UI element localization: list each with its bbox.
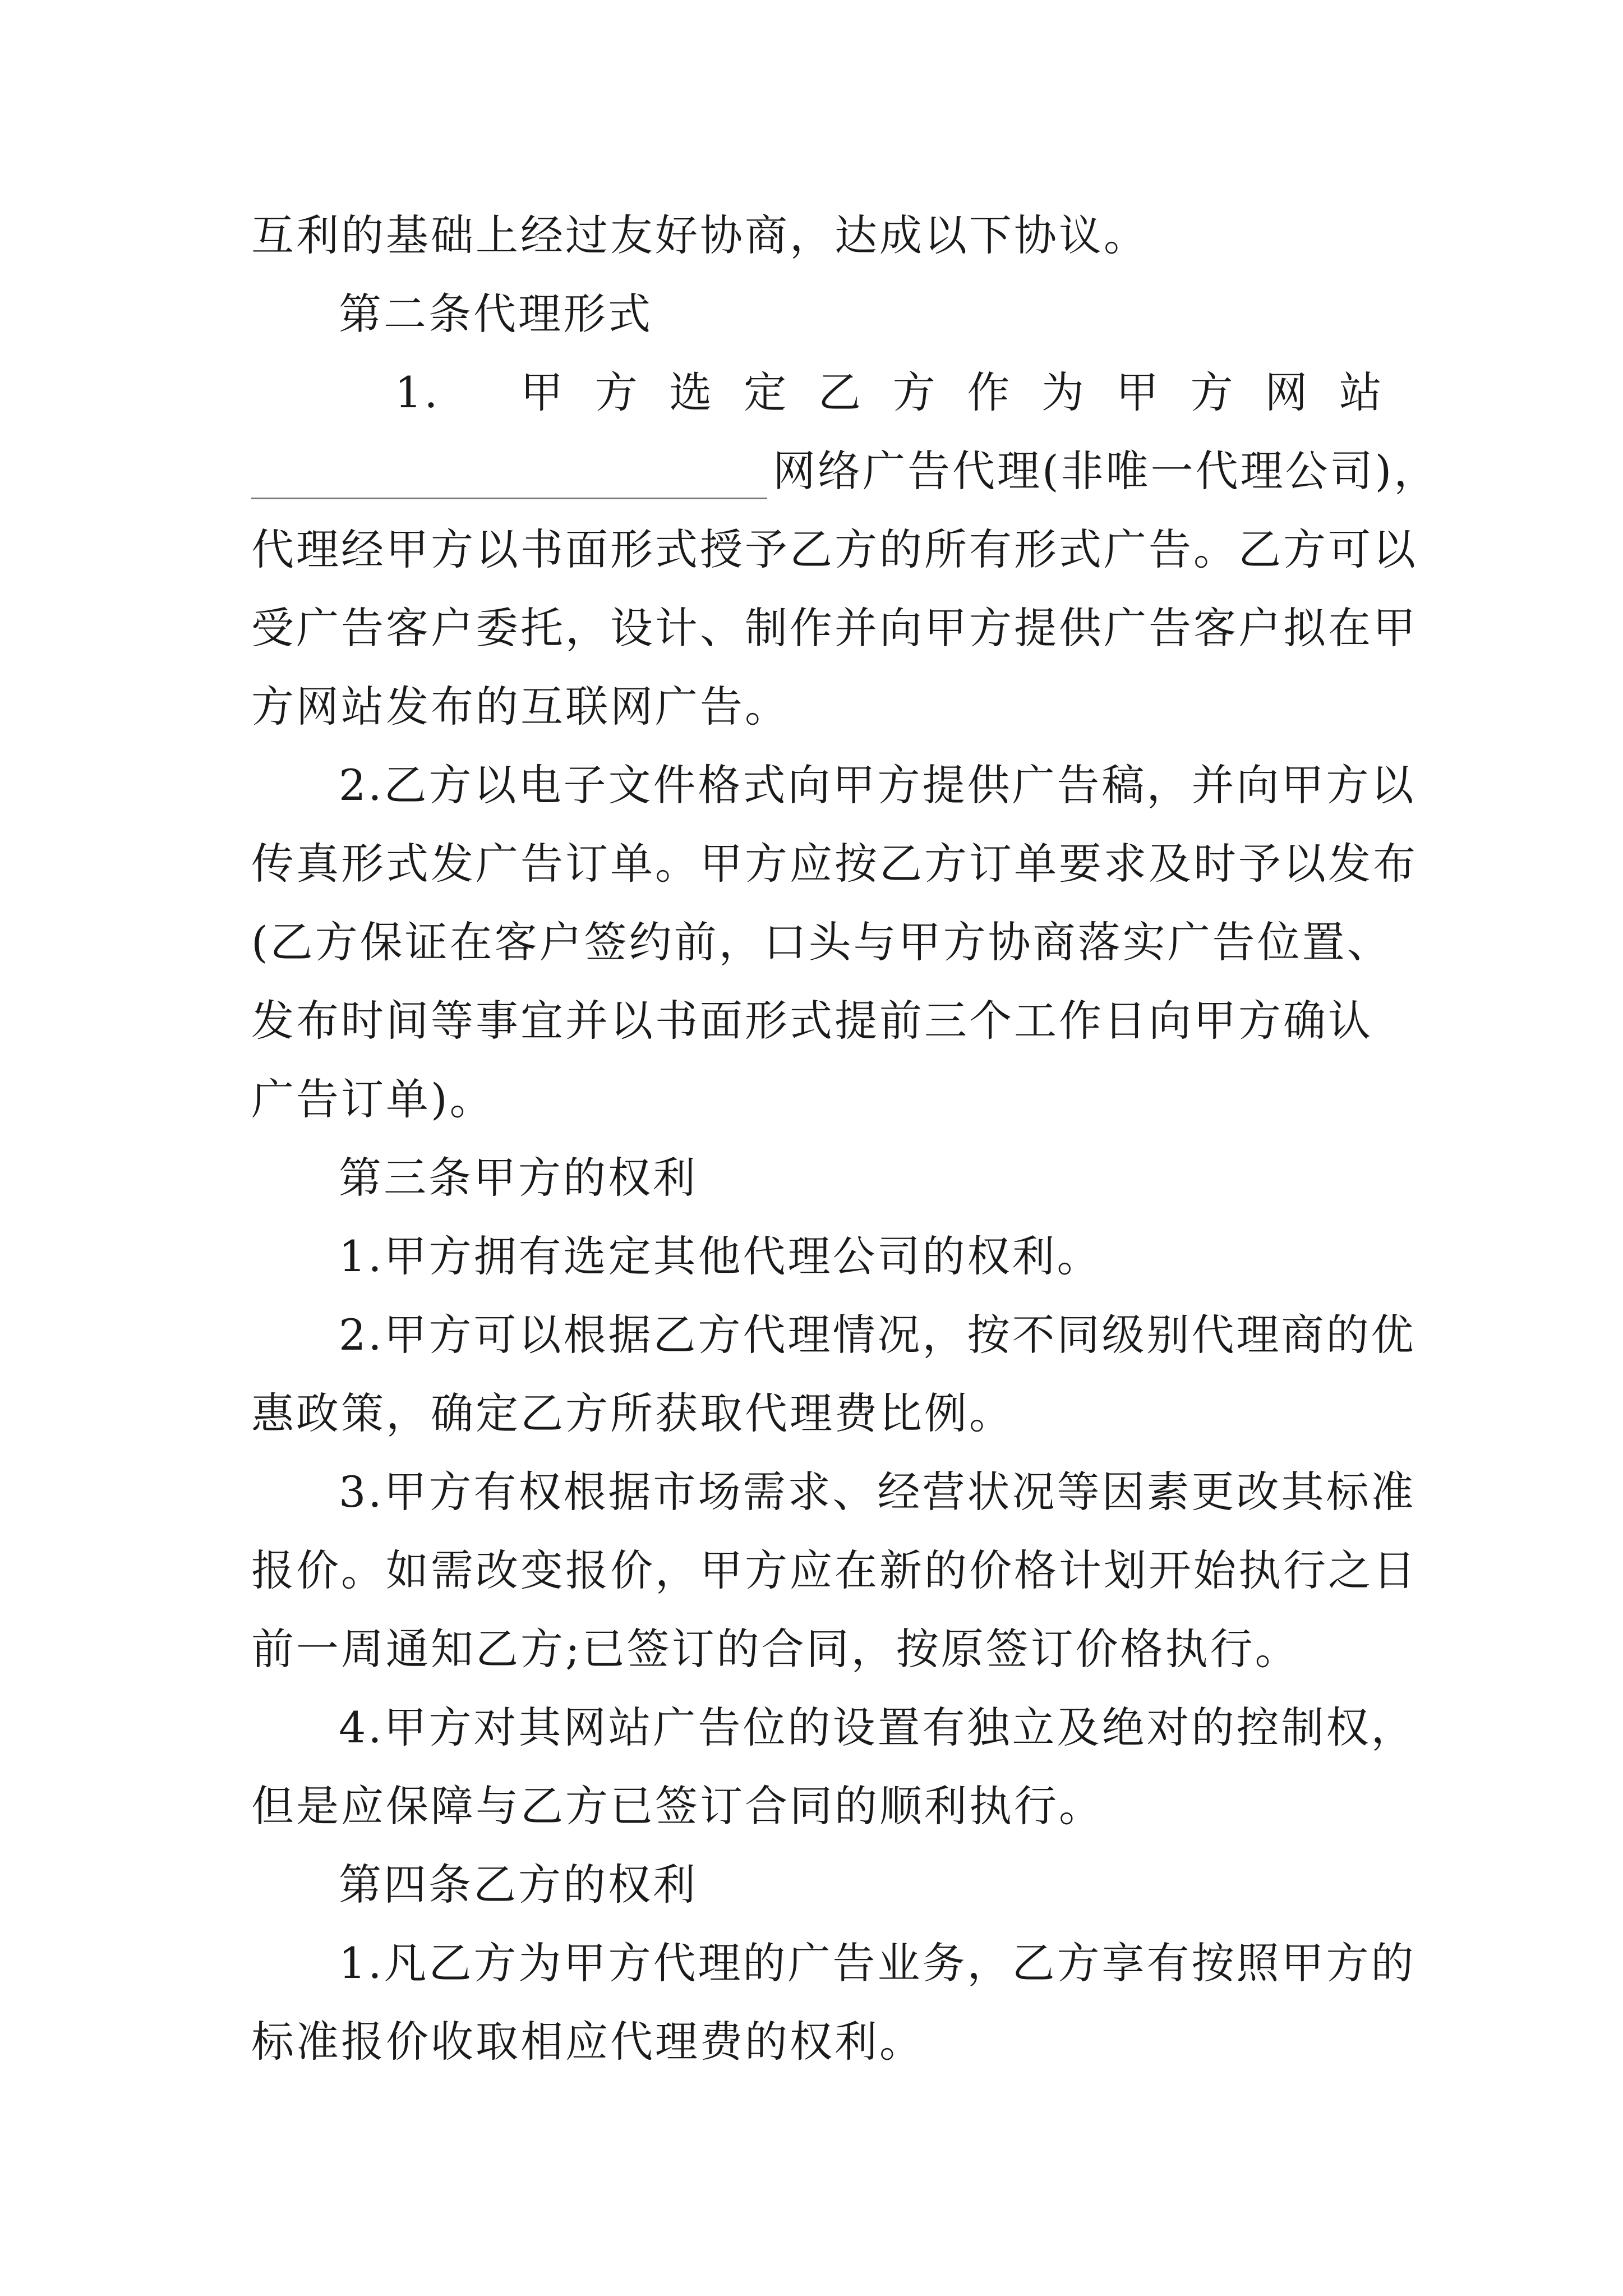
fill-in-blank [251,458,767,499]
text-line: 传真形式发广告订单。甲方应按乙方订单要求及时予以发布 [251,839,1418,889]
clause-number: 1. [395,367,440,417]
section-heading: 第四条乙方的权利 [339,1860,698,1910]
text-line: 标准报价收取相应代理费的权利。 [251,2017,924,2067]
text-line: 方网站发布的互联网广告。 [251,682,790,731]
text-line: (乙方保证在客户签约前，口头与甲方协商落实广告位置、 [251,917,1392,967]
text-line: 广告订单)。 [251,1074,495,1124]
text-line: 惠政策，确定乙方所获取代理费比例。 [251,1388,1014,1438]
text-line: 但是应保障与乙方已签订合同的顺利执行。 [251,1781,1104,1831]
text-line: 2.乙方以电子文件格式向甲方提供广告稿，并向甲方以 [339,760,1416,810]
text-line: 1.甲方拥有选定其他代理公司的权利。 [339,1231,1102,1281]
text-line-with-blank [251,443,1439,499]
text-line: 2.甲方可以根据乙方代理情况，按不同级别代理商的优 [339,1310,1416,1360]
text-line: 报价。如需改变报价，甲方应在新的价格计划开始执行之日 [251,1545,1418,1595]
clause-line [395,365,1384,421]
text-line: 互利的基础上经过友好协商，达成以下协议。 [251,210,1149,260]
section-heading: 第二条代理形式 [339,289,653,339]
text-line: 4.甲方对其网站广告位的设置有独立及绝对的控制权， [339,1703,1416,1752]
text-line: 前一周通知乙方;已签订的合同，按原签订价格执行。 [251,1624,1300,1674]
text-line: 受广告客户委托，设计、制作并向甲方提供广告客户拟在甲 [251,603,1418,653]
text-line: 1.凡乙方为甲方代理的广告业务，乙方享有按照甲方的 [339,1938,1416,1988]
clause-text-spread: 甲 方 选 定 乙 方 作 为 甲 方 网 站 [520,367,1384,417]
text-line: 代理经甲方以书面形式授予乙方的所有形式广告。乙方可以 [251,524,1418,574]
text-segment: 网络广告代理(非唯一代理公司)， [773,446,1439,496]
section-heading: 第三条甲方的权利 [339,1153,698,1203]
text-line: 3.甲方有权根据市场需求、经营状况等因素更改其标准 [339,1467,1416,1517]
text-line: 发布时间等事宜并以书面形式提前三个工作日向甲方确认 [251,996,1373,1046]
